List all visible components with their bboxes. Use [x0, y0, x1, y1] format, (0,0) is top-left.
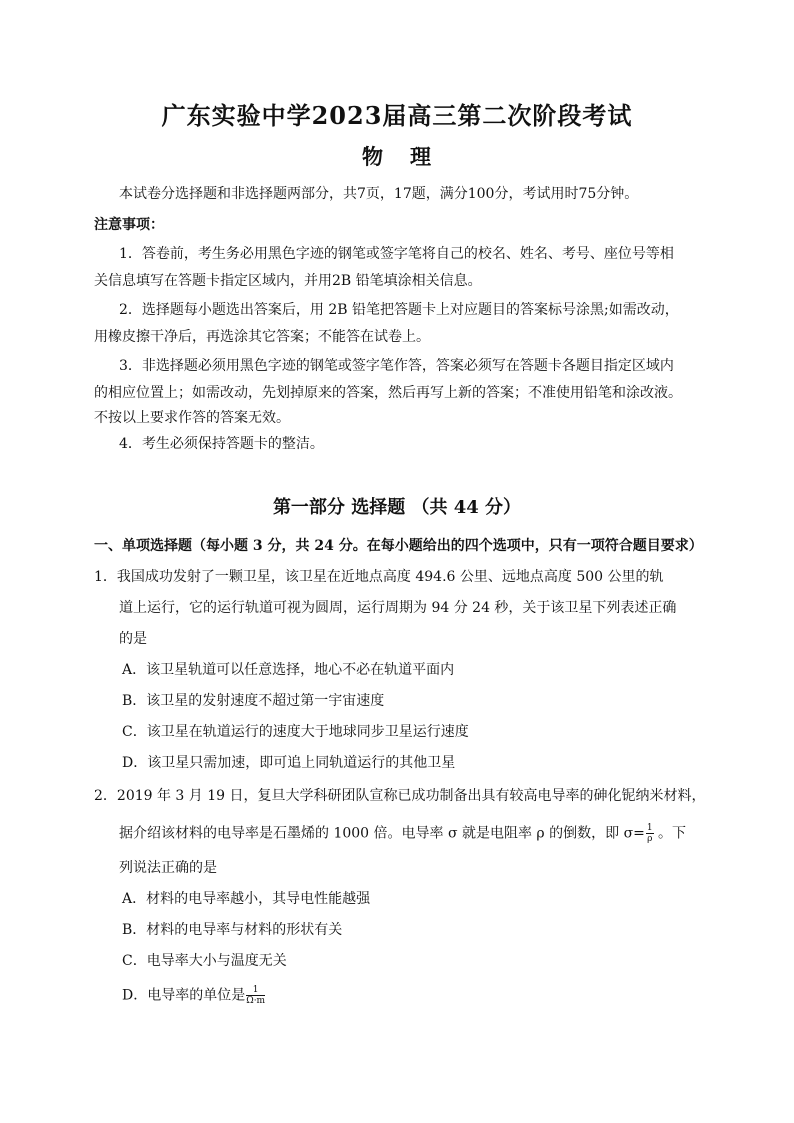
q2-option-d-denominator: Ω·m: [246, 996, 266, 1006]
subject-char-1: 物: [362, 144, 384, 169]
q1-option-a: A．该卫星轨道可以任意选择，地心不必在轨道平面内: [122, 662, 455, 678]
q2-line-2: [119, 823, 686, 844]
note-2-line-1: 2．选择题每小题选出答案后，用 2B 铅笔把答题卡上对应题目的答案标号涂黑;如需改动，: [119, 302, 679, 318]
q2-option-a: A．材料的电导率越小，其导电性能越强: [122, 891, 371, 907]
note-3-line-2: 的相应位置上；如需改动，先划掉原来的答案，然后再写上新的答案；不准使用铅笔和涂改液。: [94, 385, 682, 401]
note-2-line-2: 用橡皮擦干净后，再选涂其它答案；不能答在试卷上。: [94, 329, 430, 345]
q2-fraction-denominator: ρ: [647, 834, 653, 844]
note-3-line-3: 不按以上要求作答的答案无效。: [94, 410, 290, 426]
q2-option-d-numerator: 1: [246, 985, 265, 996]
subject-title: [0, 143, 794, 171]
intro-text: 本试卷分选择题和非选择题两部分，共7页，17题，满分100分，考试用时75分钟。: [119, 186, 639, 202]
part-heading: 一、单项选择题（每小题 3 分，共 24 分。在每小题给出的四个选项中，只有一项符合题目要求）: [94, 538, 703, 554]
q2-fraction-numerator: 1: [646, 823, 653, 833]
note-3-line-1: 3．非选择题必须用黑色字迹的钢笔或签字笔作答，答案必须写在答题卡各题目指定区域内: [119, 358, 674, 374]
q1-line-1: 1．我国成功发射了一颗卫星，该卫星在近地点高度 494.6 公里、远地点高度 500 公里的轨: [94, 569, 664, 585]
q2-option-c: C．电导率大小与温度无关: [122, 953, 287, 969]
q2-line-3: 列说法正确的是: [119, 860, 217, 876]
q1-line-3: 的是: [119, 631, 147, 647]
q1-option-b: B．该卫星的发射速度不超过第一宇宙速度: [122, 693, 385, 709]
subject-char-2: 理: [410, 144, 432, 169]
q2-option-d-text: D．电导率的单位是: [122, 987, 246, 1004]
q2-line-2-text: 据介绍该材料的电导率是石墨烯的 1000 倍。电导率 σ 就是电阻率 ρ 的倒数，即 σ=: [119, 825, 645, 842]
note-4: 4．考生必须保持答题卡的整洁。: [119, 436, 324, 452]
note-1-line-1: 1．答卷前，考生务必用黑色字迹的钢笔或签字笔将自己的校名、姓名、考号、座位号等相: [119, 246, 674, 262]
q1-option-c: C．该卫星在轨道运行的速度大于地球同步卫星运行速度: [122, 724, 469, 740]
note-1-line-2: 关信息填写在答题卡指定区域内，并用2B 铅笔填涂相关信息。: [94, 273, 482, 289]
q2-option-d-fraction: [246, 985, 265, 1006]
section-title: 第一部分 选择题 （共 44 分）: [272, 497, 522, 518]
q1-option-d: D．该卫星只需加速，即可追上同轨道运行的其他卫星: [122, 755, 456, 771]
q2-option-b: B．材料的电导率与材料的形状有关: [122, 922, 343, 938]
q2-line-1: 2．2019 年 3 月 19 日，复旦大学科研团队宣称已成功制备出具有较高电导率的砷化铌纳米材料，: [94, 788, 706, 804]
q2-option-d: [122, 985, 265, 1006]
q2-line-2-tail: 。下: [653, 825, 687, 842]
q2-fraction: [646, 823, 654, 844]
notes-heading: 注意事项：: [94, 217, 164, 233]
exam-title: 广东实验中学2023届高三第二次阶段考试: [161, 101, 633, 130]
q1-line-2: 道上运行，它的运行轨道可视为圆周，运行周期为 94 分 24 秒，关于该卫星下列表述正确: [119, 600, 677, 616]
